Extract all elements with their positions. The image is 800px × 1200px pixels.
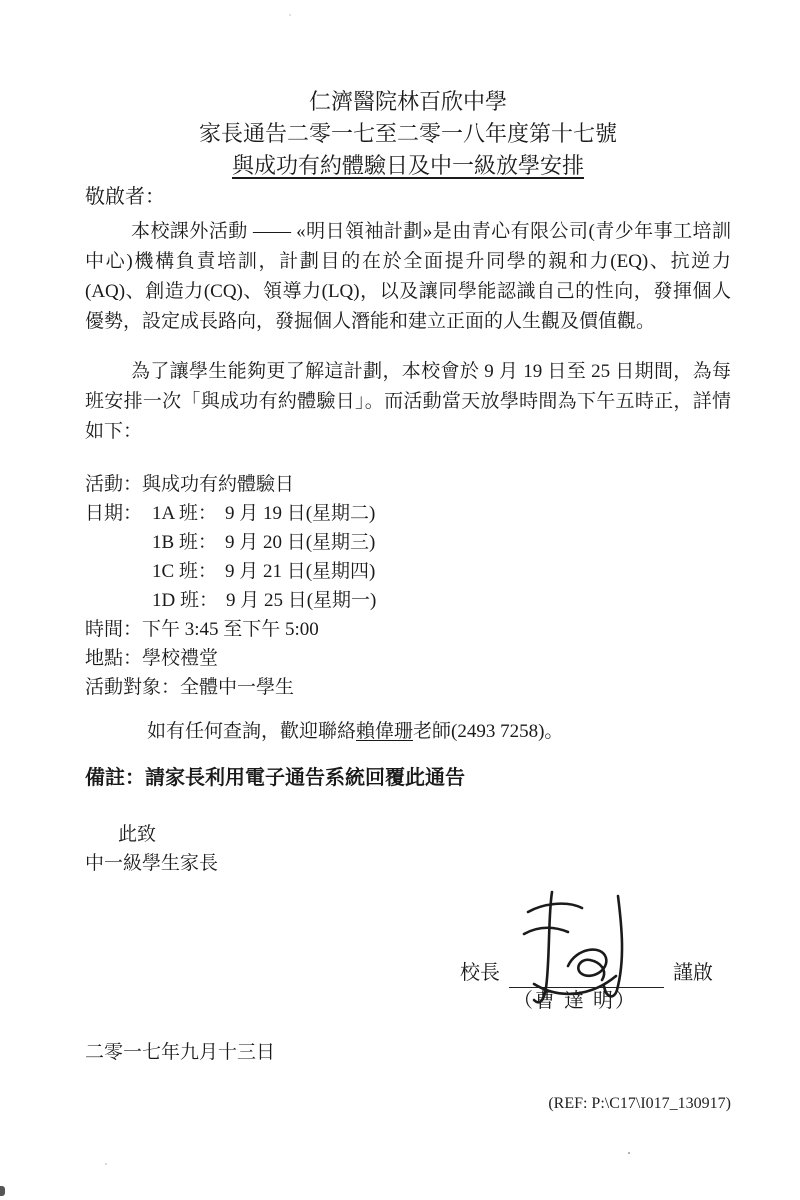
respectfully-label: 謹啟 bbox=[673, 962, 713, 984]
principal-label: 校長 bbox=[460, 962, 500, 984]
signature-area bbox=[85, 958, 731, 1014]
enquiry-suffix: 老師(2493 7258)。 bbox=[413, 721, 564, 742]
reference-number: (REF: P:\C17\I017_130917) bbox=[548, 1095, 731, 1112]
class-label: 1C 班： bbox=[152, 561, 217, 582]
signature-line bbox=[509, 959, 664, 988]
class-label: 1D 班： bbox=[152, 590, 218, 611]
notice-number-line: 家長通告二零一七至二零一八年度第十七號 bbox=[198, 121, 617, 146]
notice-subject: 與成功有約體驗日及中一級放學安排 bbox=[231, 153, 584, 178]
enquiry-line bbox=[85, 717, 731, 747]
closing-block bbox=[85, 820, 731, 1115]
date-label: 日期： bbox=[85, 503, 143, 524]
closing-send: 此致 bbox=[118, 824, 157, 845]
date-row bbox=[85, 499, 731, 528]
enquiry-prefix: 如有任何查詢，歡迎聯絡 bbox=[147, 721, 357, 742]
scan-speck bbox=[628, 1152, 630, 1154]
detail-time: 時間：下午 3:45 至下午 5:00 bbox=[85, 619, 319, 640]
closing-recipient: 中一級學生家長 bbox=[85, 853, 219, 874]
class-date: 9 月 25 日(星期一) bbox=[225, 590, 377, 611]
detail-venue: 地點：學校禮堂 bbox=[85, 648, 219, 669]
scan-speck bbox=[105, 1163, 107, 1165]
scan-artifact bbox=[0, 1186, 5, 1196]
issue-date: 二零一七年九月十三日 bbox=[85, 1042, 276, 1063]
activity-details bbox=[85, 470, 731, 702]
class-date: 9 月 20 日(星期三) bbox=[224, 532, 376, 553]
date-row bbox=[85, 586, 731, 615]
signature-row bbox=[460, 958, 731, 988]
school-name: 仁濟醫院林百欣中學 bbox=[308, 89, 507, 114]
class-date: 9 月 19 日(星期二) bbox=[224, 503, 376, 524]
class-label: 1B 班： bbox=[152, 532, 217, 553]
class-date: 9 月 21 日(星期四) bbox=[224, 561, 376, 582]
teacher-name: 賴偉珊 bbox=[356, 721, 414, 742]
paragraph-program-intro: 本校課外活動 —— «明日領袖計劃»是由青心有限公司(青少年事工培訓中心)機構負責培訓，計劃目的在於全面提升同學的親和力(EQ)、抗逆力(AQ)、創造力(CQ)、領導力(LQ)，以及讓同學能認識自己的性向，發揮個人優勢，設定成長路向，發掘個人潛能和建立正面的人生觀及價值觀。 bbox=[85, 221, 731, 332]
detail-target: 活動對象：全體中一學生 bbox=[85, 677, 295, 698]
date-row bbox=[85, 528, 731, 557]
remark-line: 備註：請家長利用電子通告系統回覆此通告 bbox=[85, 767, 465, 789]
paragraph-arrangement: 為了讓學生能夠更了解這計劃，本校會於 9 月 19 日至 25 日期間，為每班安排一次「與成功有約體驗日」。而活動當天放學時間為下午五時正，詳情如下： bbox=[85, 361, 731, 442]
scan-speck bbox=[289, 14, 291, 16]
principal-name: （曹 達 明） bbox=[513, 990, 637, 1012]
notice-header bbox=[85, 86, 731, 182]
notice-document bbox=[85, 86, 731, 1115]
salutation: 敬啟者： bbox=[85, 186, 165, 208]
class-label: 1A 班： bbox=[152, 503, 217, 524]
detail-activity: 活動：與成功有約體驗日 bbox=[85, 474, 295, 495]
date-row bbox=[85, 557, 731, 586]
